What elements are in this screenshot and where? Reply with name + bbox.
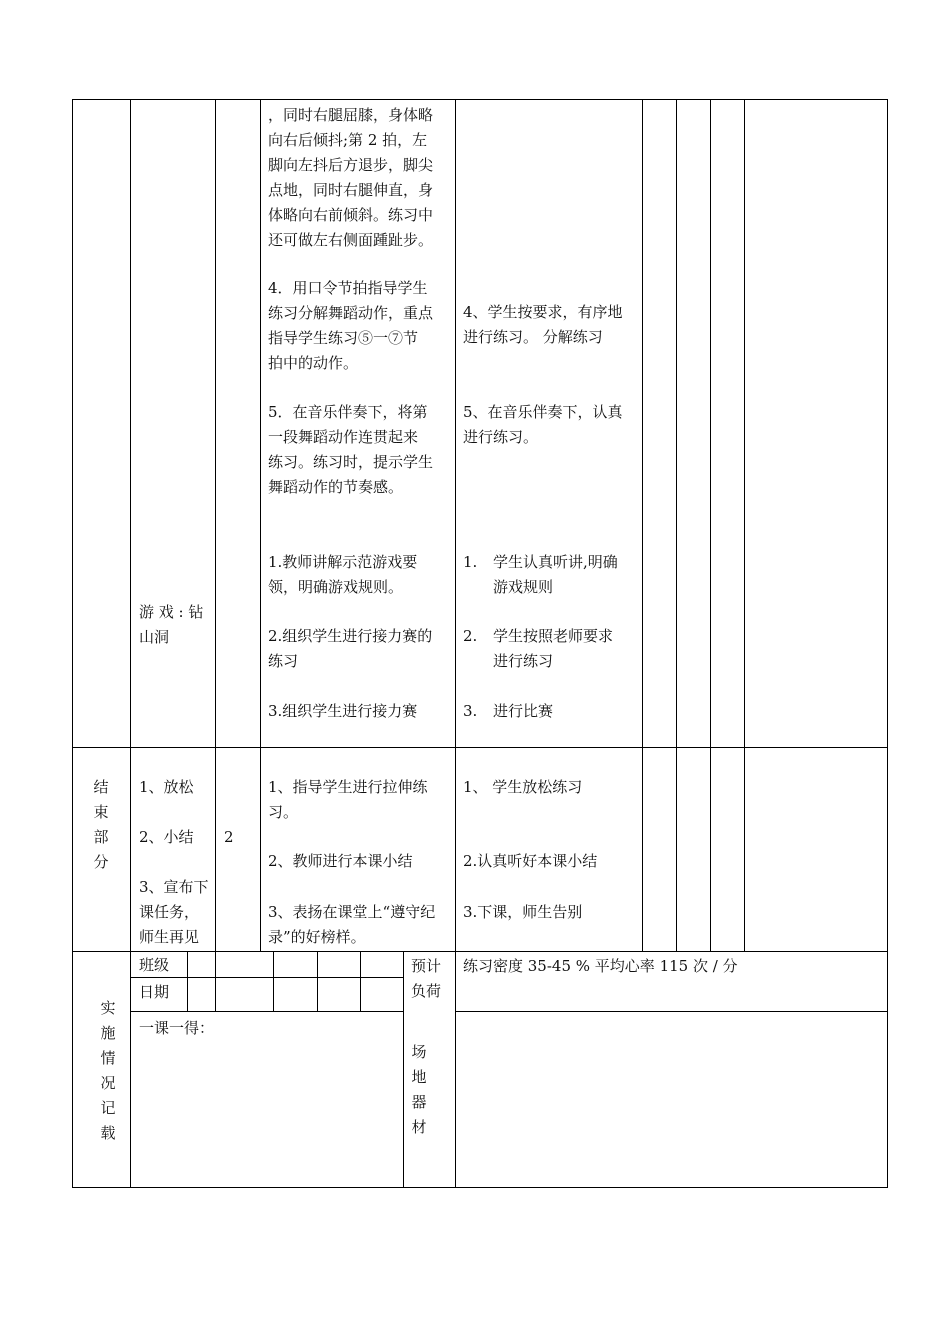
text-line: 脚向左抖后方退步，脚尖 — [268, 156, 434, 174]
grid-line — [676, 99, 677, 951]
grid-line — [887, 99, 888, 1188]
ending-time: 2 — [224, 828, 234, 846]
grid-line — [187, 951, 188, 1012]
grid-line — [72, 951, 888, 952]
grid-line — [215, 99, 216, 951]
text-line: 2.认真听好本课小结 — [463, 852, 598, 870]
record-section-label: 实施情况记载 — [100, 999, 116, 1142]
text-line: 还可做左右侧面踵趾步。 — [268, 231, 434, 249]
text-line: 领，明确游戏规则。 — [268, 578, 404, 596]
text-line: 学生认真听讲,明确 — [493, 553, 618, 571]
text-line: 5、在音乐伴奏下，认真 — [463, 403, 623, 421]
text-line: 1、放松 — [139, 778, 194, 796]
text-line: 课任务， — [139, 903, 200, 921]
class-label: 班级 — [139, 956, 170, 974]
text-line: 1、指导学生进行拉伸练 — [268, 778, 428, 796]
text-line: 3.下课，师生告别 — [463, 903, 583, 921]
text-line: 体略向右前倾斜。练习中 — [268, 206, 434, 224]
reflection-label: 一课一得： — [139, 1019, 215, 1037]
text-line: 进行练习。 分解练习 — [463, 328, 603, 346]
text-line: 2、小结 — [139, 828, 194, 846]
grid-line — [273, 951, 274, 1012]
list-number: 2. — [463, 627, 478, 645]
grid-line — [72, 99, 888, 100]
date-label: 日期 — [139, 983, 170, 1001]
grid-line — [403, 951, 404, 1188]
text-line: 舞蹈动作的节奏感。 — [268, 478, 404, 496]
text-line: 2、教师进行本课小结 — [268, 852, 413, 870]
text-line: 游戏规则 — [493, 578, 554, 596]
grid-line — [72, 747, 888, 748]
text-line: ，同时右腿屈膝，身体略 — [268, 106, 434, 124]
text-line: 进行练习 — [493, 652, 554, 670]
text-line: 山洞 — [139, 628, 170, 646]
text-line: 3、表扬在课堂上“遵守纪 — [268, 903, 436, 921]
grid-line — [260, 99, 261, 951]
text-line: 录”的好榜样。 — [268, 928, 366, 946]
grid-line — [130, 1011, 403, 1012]
text-line: 3、宣布下 — [139, 878, 209, 896]
grid-line — [317, 951, 318, 1012]
grid-line — [642, 99, 643, 951]
text-line: 点地，同时右腿伸直，身 — [268, 181, 434, 199]
grid-line — [710, 99, 711, 951]
text-line: 一段舞蹈动作连贯起来 — [268, 428, 419, 446]
text-line: 进行练习。 — [463, 428, 539, 446]
text-line: 练习分解舞蹈动作，重点 — [268, 304, 434, 322]
grid-line — [130, 99, 131, 1188]
text-line: 游 戏 : 钻 — [139, 603, 204, 621]
text-line: 习。 — [268, 803, 299, 821]
text-line: 进行比赛 — [493, 702, 554, 720]
load-label-line: 负荷 — [411, 982, 442, 1000]
grid-line — [215, 951, 216, 1012]
ending-section-label: 结束部分 — [93, 778, 109, 871]
text-line: 1.教师讲解示范游戏要 — [268, 553, 418, 571]
load-details: 练习密度 35-45 % 平均心率 115 次 / 分 — [463, 957, 738, 975]
text-line: 学生按照老师要求 — [493, 627, 614, 645]
grid-line — [455, 99, 456, 1188]
text-line: 2.组织学生进行接力赛的 — [268, 627, 433, 645]
grid-line — [130, 977, 403, 978]
text-line: 4、学生按要求，有序地 — [463, 303, 623, 321]
list-number: 3. — [463, 702, 478, 720]
grid-line — [744, 99, 745, 951]
text-line: 5．在音乐伴奏下，将第 — [268, 403, 428, 421]
text-line: 4．用口令节拍指导学生 — [268, 279, 428, 297]
grid-line — [455, 1011, 888, 1012]
grid-line — [72, 1187, 888, 1188]
text-line: 向右后倾抖;第 2 拍，左 — [268, 131, 428, 149]
venue-equipment-label: 场地器材 — [411, 1043, 427, 1136]
list-number: 1. — [463, 553, 478, 571]
text-line: 练习 — [268, 652, 299, 670]
text-line: 指导学生练习⑤一⑦节 — [268, 329, 419, 347]
grid-line — [72, 99, 73, 1188]
text-line: 1、 学生放松练习 — [463, 778, 583, 796]
load-label-line: 预计 — [411, 957, 442, 975]
text-line: 3.组织学生进行接力赛 — [268, 702, 418, 720]
grid-line — [360, 951, 361, 1012]
text-line: 拍中的动作。 — [268, 354, 359, 372]
text-line: 师生再见 — [139, 928, 200, 946]
text-line: 练习。练习时，提示学生 — [268, 453, 434, 471]
